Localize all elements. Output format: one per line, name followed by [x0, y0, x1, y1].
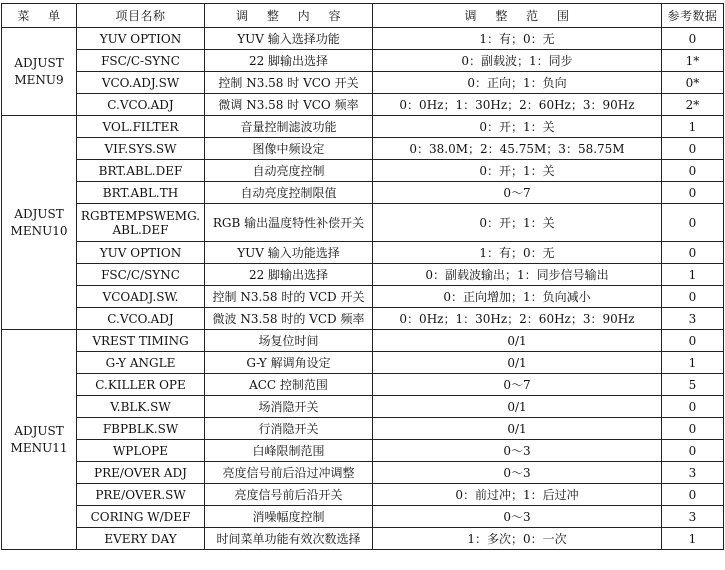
item-name-cell: YUV OPTION	[77, 242, 205, 264]
adjust-content-cell: 22 脚输出选择	[205, 50, 373, 72]
reference-data-cell: 5	[662, 374, 724, 396]
reference-data-cell: 0	[662, 286, 724, 308]
menu-group-label-line: MENU9	[14, 72, 64, 87]
adjust-range-cell: 0：开；1：关	[373, 204, 662, 242]
item-name-cell: VCO.ADJ.SW	[77, 72, 205, 94]
adjust-range-cell: 1：多次；0：一次	[373, 528, 662, 550]
adjust-range-cell: 0：0Hz；1：30Hz；2：60Hz；3：90Hz	[373, 308, 662, 330]
adjust-content-cell: G-Y 解调角设定	[205, 352, 373, 374]
table-row	[2, 528, 724, 550]
table-row	[2, 308, 724, 330]
item-name-cell: V.BLK.SW	[77, 396, 205, 418]
item-name-cell: FBPBLK.SW	[77, 418, 205, 440]
table-row	[2, 138, 724, 160]
adjust-content-cell: 22 脚输出选择	[205, 264, 373, 286]
menu-group-label-line: MENU10	[10, 223, 68, 238]
adjust-range-cell: 0～3	[373, 462, 662, 484]
reference-data-cell: 0	[662, 242, 724, 264]
reference-data-cell: 0*	[662, 72, 724, 94]
reference-data-cell: 0	[662, 182, 724, 204]
reference-data-cell: 1*	[662, 50, 724, 72]
adjust-content-cell: 亮度信号前后沿过冲调整	[205, 462, 373, 484]
adjust-range-cell: 0：开；1：关	[373, 160, 662, 182]
menu-group-label-line: ADJUST	[14, 423, 64, 438]
adjust-content-cell: 白峰限制范围	[205, 440, 373, 462]
table-row	[2, 286, 724, 308]
reference-data-cell: 0	[662, 204, 724, 242]
item-name-cell	[77, 204, 205, 242]
header-item-name: 项目名称	[77, 4, 205, 28]
adjust-content-cell: 消噪幅度控制	[205, 506, 373, 528]
item-name-cell: C.KILLER OPE	[77, 374, 205, 396]
adjust-content-cell: ACC 控制范围	[205, 374, 373, 396]
item-name-cell: WPLOPE	[77, 440, 205, 462]
adjust-range-cell: 0～3	[373, 440, 662, 462]
adjust-range-cell: 0～7	[373, 374, 662, 396]
header-adjust-content: 调 整 内 容	[205, 4, 373, 28]
adjust-content-cell: 场消隐开关	[205, 396, 373, 418]
reference-data-cell: 0	[662, 440, 724, 462]
reference-data-cell: 0	[662, 484, 724, 506]
reference-data-cell: 1	[662, 264, 724, 286]
item-name-line: ABL.DEF	[112, 222, 169, 237]
adjust-range-cell: 1：有；0：无	[373, 242, 662, 264]
menu-group-label	[2, 116, 77, 330]
adjust-content-cell: 图像中频设定	[205, 138, 373, 160]
adjust-content-cell: 音量控制滤波功能	[205, 116, 373, 138]
item-name-cell: C.VCO.ADJ	[77, 94, 205, 116]
reference-data-cell: 0	[662, 330, 724, 352]
item-name-cell: PRE/OVER.SW	[77, 484, 205, 506]
item-name-line: RGBTEMPSWEMG.	[80, 208, 201, 223]
table-row	[2, 396, 724, 418]
item-name-cell: BRT.ABL.TH	[77, 182, 205, 204]
adjust-range-cell: 1：有；0：无	[373, 28, 662, 50]
table-row	[2, 160, 724, 182]
table-row	[2, 204, 724, 242]
item-name-cell: FSC/C/SYNC	[77, 264, 205, 286]
table-row	[2, 28, 724, 50]
header-row	[2, 4, 724, 28]
table-row	[2, 242, 724, 264]
adjust-content-cell: 时间菜单功能有效次数选择	[205, 528, 373, 550]
reference-data-cell: 1	[662, 116, 724, 138]
adjust-range-cell: 0：正向增加；1：负向减小	[373, 286, 662, 308]
item-name-cell: VIF.SYS.SW	[77, 138, 205, 160]
item-name-cell: C.VCO.ADJ	[77, 308, 205, 330]
adjust-content-cell: YUV 输入功能选择	[205, 242, 373, 264]
table-row	[2, 418, 724, 440]
adjust-range-cell: 0/1	[373, 330, 662, 352]
table-row	[2, 116, 724, 138]
reference-data-cell: 3	[662, 506, 724, 528]
adjust-range-cell: 0：前过冲；1：后过冲	[373, 484, 662, 506]
menu-group-label-line: ADJUST	[14, 206, 64, 221]
adjust-content-cell: 场复位时间	[205, 330, 373, 352]
adjust-range-cell: 0/1	[373, 396, 662, 418]
header-adjust-range: 调 整 范 围	[373, 4, 662, 28]
table-row	[2, 440, 724, 462]
table-body	[2, 28, 724, 550]
adjust-content-cell: 微波 N3.58 时的 VCD 频率	[205, 308, 373, 330]
table-row	[2, 72, 724, 94]
reference-data-cell: 3	[662, 462, 724, 484]
header-menu: 菜 单	[2, 4, 77, 28]
reference-data-cell: 0	[662, 138, 724, 160]
adjust-content-cell: YUV 输入选择功能	[205, 28, 373, 50]
menu-group-label	[2, 28, 77, 116]
adjust-range-cell: 0/1	[373, 418, 662, 440]
item-name-cell: G-Y ANGLE	[77, 352, 205, 374]
table-row	[2, 264, 724, 286]
table-row	[2, 182, 724, 204]
adjust-menu-table	[1, 3, 724, 550]
table-row	[2, 462, 724, 484]
item-name-cell: CORING W/DEF	[77, 506, 205, 528]
adjust-content-cell: 行消隐开关	[205, 418, 373, 440]
reference-data-cell: 0	[662, 418, 724, 440]
table-row	[2, 94, 724, 116]
table-row	[2, 352, 724, 374]
adjust-content-cell: 微调 N3.58 时 VCO 频率	[205, 94, 373, 116]
adjust-content-cell: 自动亮度控制限值	[205, 182, 373, 204]
reference-data-cell: 0	[662, 28, 724, 50]
adjust-range-cell: 0：正向；1：负向	[373, 72, 662, 94]
menu-group-label	[2, 330, 77, 550]
reference-data-cell: 1	[662, 352, 724, 374]
table-row	[2, 484, 724, 506]
item-name-cell: VOL.FILTER	[77, 116, 205, 138]
table-row	[2, 506, 724, 528]
item-name-cell: YUV OPTION	[77, 28, 205, 50]
menu-group-label-line: MENU11	[10, 440, 68, 455]
adjust-content-cell: 亮度信号前后沿开关	[205, 484, 373, 506]
item-name-cell: FSC/C-SYNC	[77, 50, 205, 72]
adjust-range-cell: 0：38.0M；2：45.75M；3：58.75M	[373, 138, 662, 160]
item-name-cell: EVERY DAY	[77, 528, 205, 550]
item-name-cell: PRE/OVER ADJ	[77, 462, 205, 484]
adjust-content-cell: 自动亮度控制	[205, 160, 373, 182]
adjust-range-cell: 0～7	[373, 182, 662, 204]
reference-data-cell: 0	[662, 396, 724, 418]
item-name-cell: VREST TIMING	[77, 330, 205, 352]
reference-data-cell: 1	[662, 528, 724, 550]
table-row	[2, 50, 724, 72]
header-reference-data: 参考数据	[662, 4, 724, 28]
adjust-content-cell: 控制 N3.58 时 VCO 开关	[205, 72, 373, 94]
adjust-content-cell: 控制 N3.58 时的 VCD 开关	[205, 286, 373, 308]
adjust-range-cell: 0～3	[373, 506, 662, 528]
reference-data-cell: 2*	[662, 94, 724, 116]
table-row	[2, 330, 724, 352]
adjust-range-cell: 0：副载波输出；1：同步信号输出	[373, 264, 662, 286]
reference-data-cell: 3	[662, 308, 724, 330]
adjust-range-cell: 0：开；1：关	[373, 116, 662, 138]
item-name-cell: VCOADJ.SW.	[77, 286, 205, 308]
menu-group-label-line: ADJUST	[14, 55, 64, 70]
reference-data-cell: 0	[662, 160, 724, 182]
adjust-content-cell: RGB 输出温度特性补偿开关	[205, 204, 373, 242]
adjust-range-cell: 0：0Hz；1：30Hz；2：60Hz；3：90Hz	[373, 94, 662, 116]
adjust-range-cell: 0：副载波；1：同步	[373, 50, 662, 72]
adjust-range-cell: 0/1	[373, 352, 662, 374]
table-row	[2, 374, 724, 396]
item-name-cell: BRT.ABL.DEF	[77, 160, 205, 182]
